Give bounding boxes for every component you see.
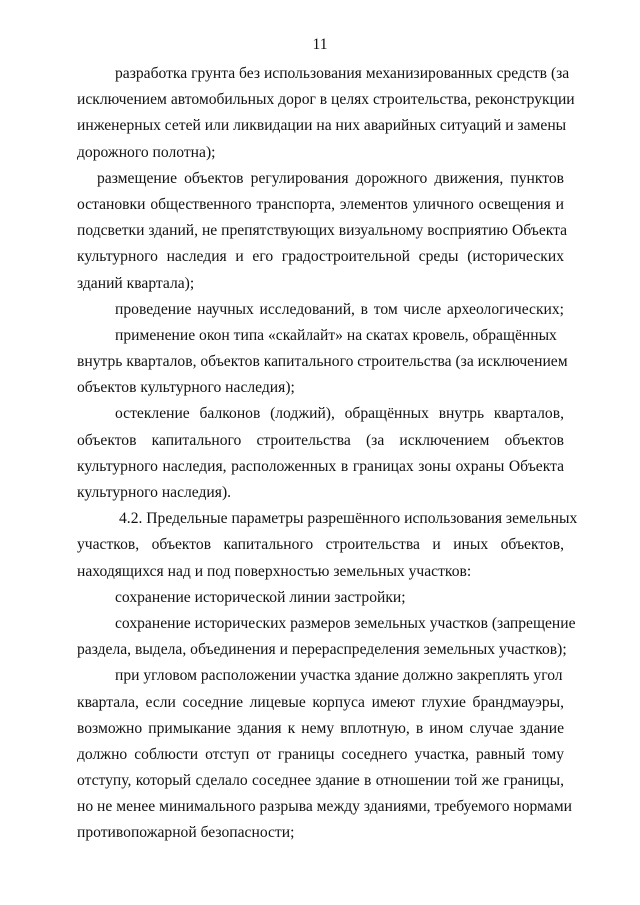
paragraph-corner-plot bbox=[77, 663, 573, 846]
text-line: разработка грунта без использования механизированных средств (за bbox=[115, 65, 570, 82]
paragraph-plot-sizes bbox=[77, 611, 576, 663]
text-line: проведение научных исследований, в том числе археологических; bbox=[115, 300, 564, 318]
page-number: 11 bbox=[312, 36, 328, 53]
text-line: противопожарной безопасности; bbox=[77, 824, 295, 842]
text-line: находящихся над и под поверхностью земельных участков: bbox=[77, 562, 472, 580]
section-heading-4-2 bbox=[77, 506, 578, 585]
text-line: культурного наследия и его градостроительной среды (исторических bbox=[77, 248, 564, 266]
paragraph-research bbox=[77, 297, 564, 323]
text-line: остановки общественного транспорта, элементов уличного освещения и bbox=[77, 195, 564, 213]
paragraph-traffic-objects bbox=[77, 166, 568, 297]
paragraph-excavation bbox=[77, 61, 575, 166]
text-line: культурного наследия). bbox=[77, 484, 232, 501]
text-line: объектов капитального строительства (за исключением объектов bbox=[77, 431, 564, 449]
text-line: остекление балконов (лоджий), обращённых внутрь кварталов, bbox=[115, 405, 564, 423]
paragraph-balcony-glazing bbox=[77, 401, 564, 506]
paragraph-building-line bbox=[77, 585, 564, 611]
text-line: зданий квартала); bbox=[77, 274, 195, 292]
text-line: возможно примыкание здания к нему вплотную, в ином случае здание bbox=[77, 719, 564, 737]
text-line: размещение объектов регулирования дорожного движения, пунктов bbox=[97, 169, 564, 187]
text-line: сохранение исторической линии застройки; bbox=[115, 588, 406, 606]
text-line: сохранение исторических размеров земельных участков (запрещение bbox=[115, 614, 576, 632]
text-line: исключением автомобильных дорог в целях строительства, реконструкции bbox=[77, 91, 575, 109]
text-line: 4.2. Предельные параметры разрешённого использования земельных bbox=[119, 510, 578, 528]
text-line: но не менее минимального разрыва между зданиями, требуемого нормами bbox=[77, 798, 573, 816]
text-line: участков, объектов капитального строительства и иных объектов, bbox=[77, 536, 564, 554]
text-line: применение окон типа «скайлайт» на скатах кровель, обращённых bbox=[115, 326, 557, 344]
text-line: при угловом расположении участка здание должно закреплять угол bbox=[115, 667, 563, 685]
text-line: подсветки зданий, не препятствующих визуальному восприятию Объекта bbox=[77, 222, 568, 240]
text-line: раздела, выдела, объединения и перераспределения земельных участков); bbox=[77, 641, 567, 659]
text-line: инженерных сетей или ликвидации на них аварийных ситуаций и замены bbox=[77, 117, 567, 135]
text-line: квартала, если соседние лицевые корпуса имеют глухие брандмауэры, bbox=[77, 693, 564, 711]
text-line: объектов культурного наследия); bbox=[77, 379, 295, 397]
text-line: внутрь кварталов, объектов капитального строительства (за исключением bbox=[77, 353, 568, 371]
text-line: культурного наследия, расположенных в границах зоны охраны Объекта bbox=[77, 457, 564, 475]
document-body bbox=[77, 61, 578, 847]
paragraph-skylight bbox=[77, 323, 568, 402]
text-line: дорожного полотна); bbox=[77, 143, 216, 161]
text-line: отступу, который сделало соседнее здание в отношении той же границы, bbox=[77, 772, 564, 790]
text-line: должно соблюсти отступ от границы соседнего участка, равный тому bbox=[77, 745, 564, 763]
